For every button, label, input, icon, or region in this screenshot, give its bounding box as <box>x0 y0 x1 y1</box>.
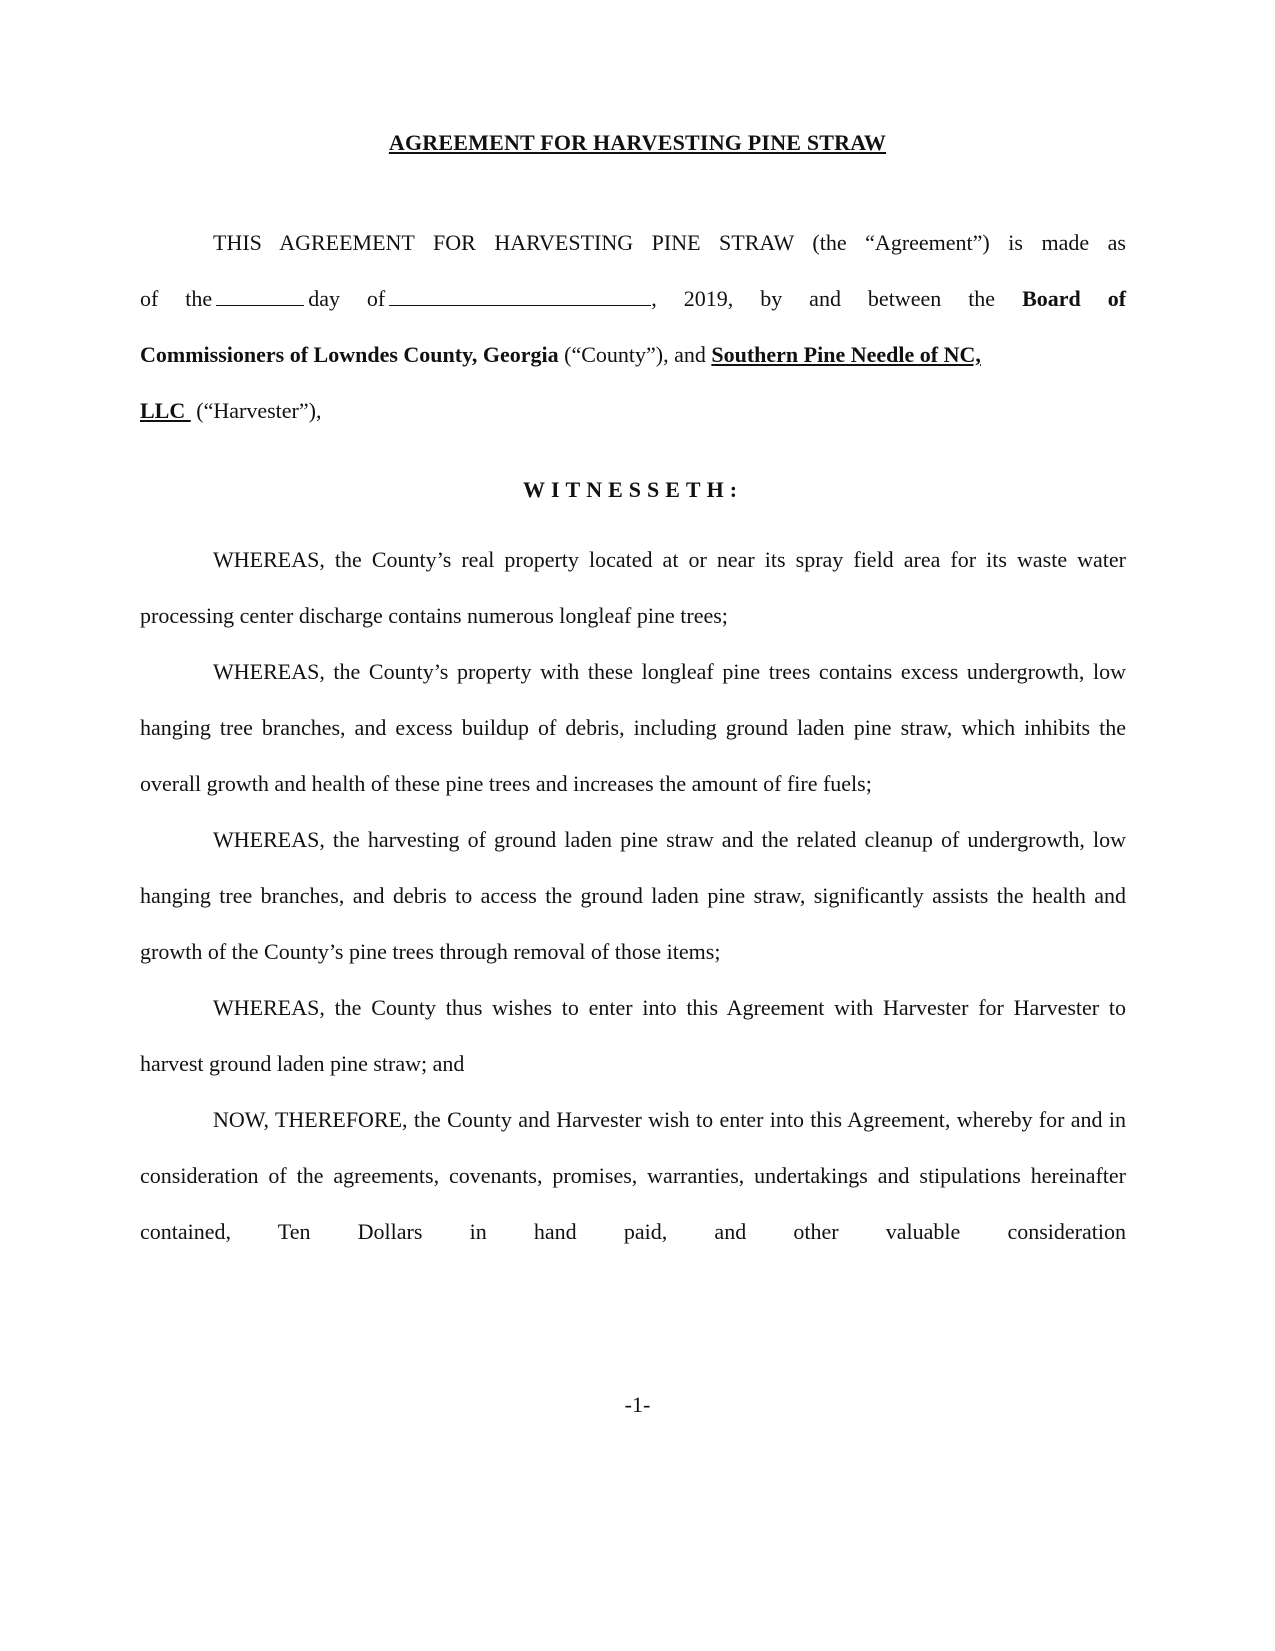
now-therefore-clause: NOW, THEREFORE, the County and Harvester wish to enter into this Agreement, whereby for and in consideration of the agreements, covenants, promises, warranties, undertakings and stipulations hereinafter contained, Ten Dollars in hand paid, and other valuable consideration <box>140 1107 1126 1244</box>
intro-paragraph <box>140 215 1126 439</box>
witnesseth-heading: WITNESSETH: <box>522 477 744 502</box>
intro-line-1: THIS AGREEMENT FOR HARVESTING PINE STRAW (the “Agreement”) is made as <box>213 230 1126 255</box>
witnesseth-section <box>140 462 1126 518</box>
day-blank-field[interactable] <box>216 287 304 306</box>
of-the-text: of the <box>140 286 213 311</box>
recital-3: WHEREAS, the harvesting of ground laden pine straw and the related cleanup of undergrowth, low hanging tree branches, and debris to access the ground laden pine straw, significantly assists the health and growth of the County’s pine trees through removal of those items; <box>140 827 1126 964</box>
month-blank-field[interactable] <box>389 287 651 306</box>
harvester-alias: (“Harvester”), <box>190 398 322 423</box>
page-number: -1- <box>624 1392 651 1417</box>
recitals <box>140 532 1126 1260</box>
recital-2: WHEREAS, the County’s property with these longleaf pine trees contains excess undergrowth, low hanging tree branches, and excess buildup of debris, including ground laden pine straw, which inhibits the overall growth and health of these pine trees and increases the amount of fire fuels; <box>140 659 1126 796</box>
document-title: AGREEMENT FOR HARVESTING PINE STRAW <box>388 130 887 155</box>
county-alias: (“County”), and <box>558 342 712 367</box>
day-of-text: day of <box>308 286 386 311</box>
intro-line-2: of the day of , 2019, by and between the Board of <box>140 286 1127 311</box>
recital-1: WHEREAS, the County’s real property located at or near its spray field area for its waste water processing center discharge contains numerous longleaf pine trees; <box>140 547 1126 628</box>
intro-line-3: Commissioners of Lowndes County, Georgia (“County”), and Southern Pine Needle of NC, <box>140 342 981 367</box>
year-clause: , 2019, by and between the <box>651 286 996 311</box>
intro-line-4: LLC (“Harvester”), <box>140 398 322 423</box>
recital-4: WHEREAS, the County thus wishes to enter into this Agreement with Harvester for Harvester to harvest ground laden pine straw; and <box>140 995 1126 1076</box>
